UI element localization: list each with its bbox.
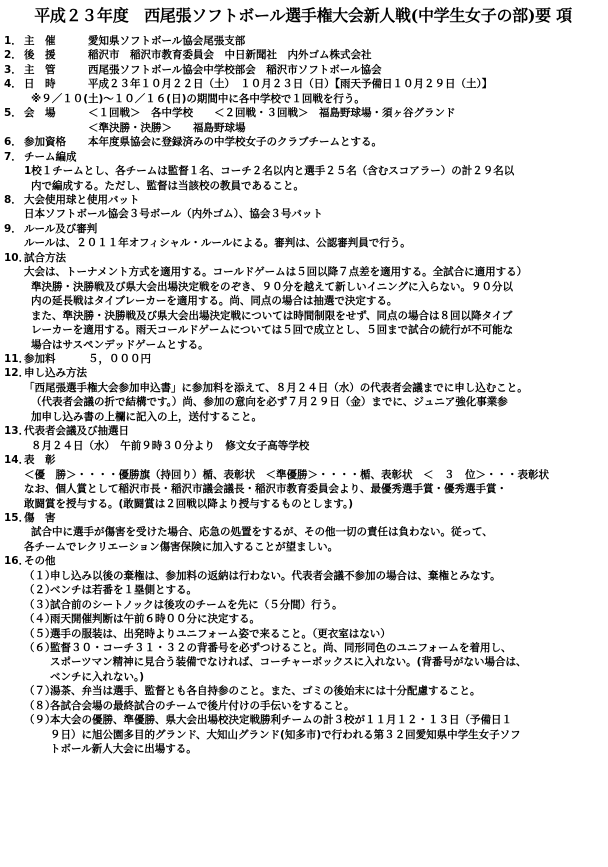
- paragraph-line: 準決勝・決勝戦及び県大会出場決定戦をのぞき、９０分を越えて新しいイニングに入らない。９０分以: [31, 280, 513, 293]
- item-injury-heading: [4, 511, 602, 525]
- item-number: 4．: [4, 78, 22, 91]
- item-value: 平成２３年１０月２２日（土） １０月２３日（日）【雨天予備日１０月２９日（土）】: [88, 78, 493, 91]
- list-item-text: ベンチに入れない。): [50, 670, 145, 683]
- list-item: [4, 641, 602, 655]
- item-number: 2．: [4, 49, 22, 62]
- item-value: 西尾張ソフトボール協会中学校部会 稲沢市ソフトボール協会: [88, 63, 382, 76]
- item-number: 7．: [4, 150, 22, 163]
- item-meeting-heading: [4, 424, 602, 438]
- item-number: 13．: [4, 425, 30, 438]
- item-venue: [4, 106, 602, 120]
- item-value: ５，０００円: [88, 352, 151, 365]
- paragraph-line: （代表者会議の折で結構です。）尚、参加の意向を必ず７月２９日（金）までに、ジュニア強化事業参: [31, 396, 508, 409]
- item-method-heading: [4, 251, 602, 265]
- list-item-text: 湯茶、弁当は選手、監督とも各自持参のこと。また、ゴミの後始末には十分配慮すること。: [50, 685, 481, 698]
- date-note: ※９／１０(土)～１０／１６(日)の期間中に各中学校で１回戦を行う。: [31, 92, 365, 105]
- item-number: 1．: [4, 35, 22, 47]
- paragraph-line: 加申し込み書の上欄に記入の上，送付すること。: [31, 410, 262, 423]
- paragraph-line: 各チームでレクリエーション傷害保険に加入することが望ましい。: [24, 540, 339, 553]
- list-item: [4, 598, 602, 612]
- list-item: [4, 612, 602, 626]
- paragraph-line: なお、個人賞として稲沢市長・稲沢市議会議長・稲沢市教育委員会より、最優秀選手賞・優秀選手賞・: [24, 483, 507, 496]
- list-item-marker: （５）: [24, 627, 56, 640]
- item-label: ルール及び審判: [24, 222, 98, 235]
- item-label: 後 援: [24, 49, 56, 62]
- paragraph-line: 場合はサスペンデッドゲームとする。: [31, 338, 209, 351]
- list-item-marker: （７）: [24, 685, 56, 698]
- paragraph-line: 大会は、トーナメント方式を適用する。コールドゲームは５回以降７点差を適用する。全試合に適用する）: [24, 266, 528, 279]
- list-item-text: ９日）に旭公園多目的グランド、大知山グランド(知多市)で行われる第３２回愛知県中学生女子ソフ: [50, 728, 521, 741]
- list-item-text: スポーツマン精神に見合う装備でなければ、コーチャーボックスに入れない。(背番号がない場合は、: [50, 656, 527, 669]
- list-item-indent: [24, 728, 50, 742]
- list-item-marker: （２）: [24, 584, 56, 597]
- list-item-indent: [24, 742, 50, 756]
- list-item-text: 雨天開催判断は午前６時００分に決定する。: [50, 613, 260, 626]
- paragraph-line: 日本ソフトボール協会３号ボール（内外ゴム）、協会３号バット: [24, 208, 323, 221]
- paragraph-line: 内の延長戦はタイブレーカーを適用する。尚、同点の場合は抽選で決定する。: [31, 295, 398, 308]
- paragraph-line: また、準決勝・決勝戦及び県大会出場決定戦については時間制限をせず、同点の場合は８回以降タイブ: [31, 309, 513, 322]
- item-rules-heading: [4, 222, 602, 236]
- list-item: [4, 627, 602, 641]
- other-list: [4, 569, 602, 757]
- list-item: [4, 655, 602, 669]
- item-label: 表 彰: [24, 454, 56, 467]
- list-item: [4, 569, 602, 583]
- item-number: 16．: [4, 555, 30, 568]
- item-label: 試合方法: [24, 251, 66, 264]
- list-item-marker: （８）: [24, 699, 56, 712]
- list-item-text: 各試合会場の最終試合のチームで後片付けの手伝いをすること。: [50, 699, 355, 712]
- item-awards-heading: [4, 453, 602, 467]
- list-item-text: トボール新人大会に出場する。: [50, 743, 197, 756]
- item-label: 参加料: [24, 352, 56, 365]
- paragraph-line: 内で編成する。ただし、監督は当該校の教員であること。: [31, 179, 304, 192]
- item-value: 本年度県協会に登録済みの中学校女子のクラブチームとする。: [88, 136, 382, 149]
- list-item: [4, 699, 602, 713]
- item-supporters: [4, 48, 602, 62]
- item-label: 参加資格: [24, 136, 66, 149]
- paragraph-line: ＜優 勝＞・・・・優勝旗（持回り）楯、表彰状 ＜準優勝＞・・・・楯、表彰状 ＜ ３ 位＞・・・表彰状: [24, 468, 549, 481]
- item-eligibility: [4, 135, 602, 149]
- item-label: 主 催: [24, 35, 56, 47]
- list-item-indent: [24, 655, 50, 669]
- item-number: 9．: [4, 222, 22, 235]
- list-item-marker: （４）: [24, 613, 56, 626]
- list-item-text: 監督３０・コーチ３１・３２の背番号を必ずつけること。尚、同形同色のユニフォームを着用し、: [50, 642, 512, 655]
- item-number: 8．: [4, 193, 22, 206]
- list-item-marker: （３）: [24, 598, 56, 611]
- paragraph-line: 試合中に選手が傷害を受けた場合、応急の処置をするが、その他一切の責任は負わない。従って、: [31, 526, 493, 539]
- item-other-heading: [4, 554, 602, 568]
- item-fee: [4, 352, 602, 366]
- item-number: 14．: [4, 454, 30, 467]
- item-label: 傷 害: [24, 511, 56, 524]
- item-number: 5．: [4, 107, 22, 120]
- list-item-text: 申し込み以後の棄権は、参加料の返納は行わない。代表者会議不参加の場合は、棄権とみなす。: [50, 569, 501, 582]
- paragraph-line: ルールは、２０１１年オフィシャル・ルールによる。審判は、公認審判員で行う。: [24, 237, 411, 250]
- paragraph-line: ８月２４日（水） 午前９時３０分より 修文女子高等学校: [31, 439, 310, 452]
- list-item: [4, 728, 602, 742]
- list-item-marker: （１）: [24, 569, 56, 582]
- item-number: 3．: [4, 63, 22, 76]
- list-item: [4, 742, 602, 756]
- item-label: 会 場: [24, 107, 56, 120]
- list-item-text: 本大会の優勝、準優勝、県大会出場校決定戦勝利チームの計３校が１１月１２・１３日（予備日１: [50, 714, 512, 727]
- list-item-marker: （９）: [24, 714, 56, 727]
- item-ball-heading: [4, 193, 602, 207]
- paragraph-line: 「西尾張選手権大会参加申込書」に参加料を添えて、８月２４日（水）の代表者会議までに申し込むこと。: [24, 381, 528, 394]
- item-value: 稲沢市 稲沢市教育委員会 中日新聞社 内外ゴム株式会社: [88, 49, 372, 62]
- item-team-heading: [4, 150, 602, 164]
- list-item-text: 選手の服装は、出発時よりユニフォーム姿で来ること。（更衣室はない）: [50, 627, 391, 640]
- list-item: [4, 670, 602, 684]
- list-item: [4, 713, 602, 727]
- item-label: 大会使用球と使用バット: [24, 193, 140, 206]
- item-label: 主 管: [24, 63, 56, 76]
- list-item-marker: （６）: [24, 642, 56, 655]
- list-item: [4, 684, 602, 698]
- item-value: 愛知県ソフトボール協会尾張支部: [88, 35, 246, 47]
- item-label: 代表者会議及び抽選日: [24, 425, 129, 438]
- paragraph-line: 1校１チームとし、各チームは監督１名、コーチ２名以内と選手２５名（含むスコアラー）の計２９名以: [24, 165, 515, 178]
- list-item-text: 試合前のシートノックは後攻のチームを先に（５分間）行う。: [50, 598, 343, 611]
- paragraph-line: 敢闘賞を授与する。(敢闘賞は２回戦以降より授与するものとします。): [24, 497, 354, 510]
- venue-line: ＜準決勝・決勝＞ 福島野球場: [88, 121, 246, 134]
- item-number: 11．: [4, 352, 30, 365]
- item-number: 15．: [4, 511, 30, 524]
- item-application-heading: [4, 366, 602, 380]
- item-number: 12．: [4, 367, 30, 380]
- item-management: [4, 63, 602, 77]
- item-organizer: [4, 34, 602, 48]
- list-item-indent: [24, 670, 50, 684]
- list-item: [4, 583, 602, 597]
- item-label: その他: [24, 555, 56, 568]
- venue-line: ＜１回戦＞ 各中学校 ＜２回戦・３回戦＞ 福島野球場・須ヶ谷グランド: [88, 107, 456, 120]
- document-title: 平成２３年度 西尾張ソフトボール選手権大会新人戦(中学生女子の部)要 項: [34, 6, 572, 25]
- item-date: [4, 77, 602, 91]
- item-number: 10．: [4, 251, 30, 264]
- item-label: チーム編成: [24, 150, 77, 163]
- item-label: 申し込み方法: [24, 367, 87, 380]
- item-number: 6．: [4, 136, 22, 149]
- paragraph-line: レーカーを適用する。雨天コールドゲームについては５回で成立とし、５回まで試合の続行が不可能な: [31, 324, 514, 337]
- list-item-text: ベンチは若番を１塁側とする。: [50, 584, 197, 597]
- item-label: 日 時: [24, 78, 56, 91]
